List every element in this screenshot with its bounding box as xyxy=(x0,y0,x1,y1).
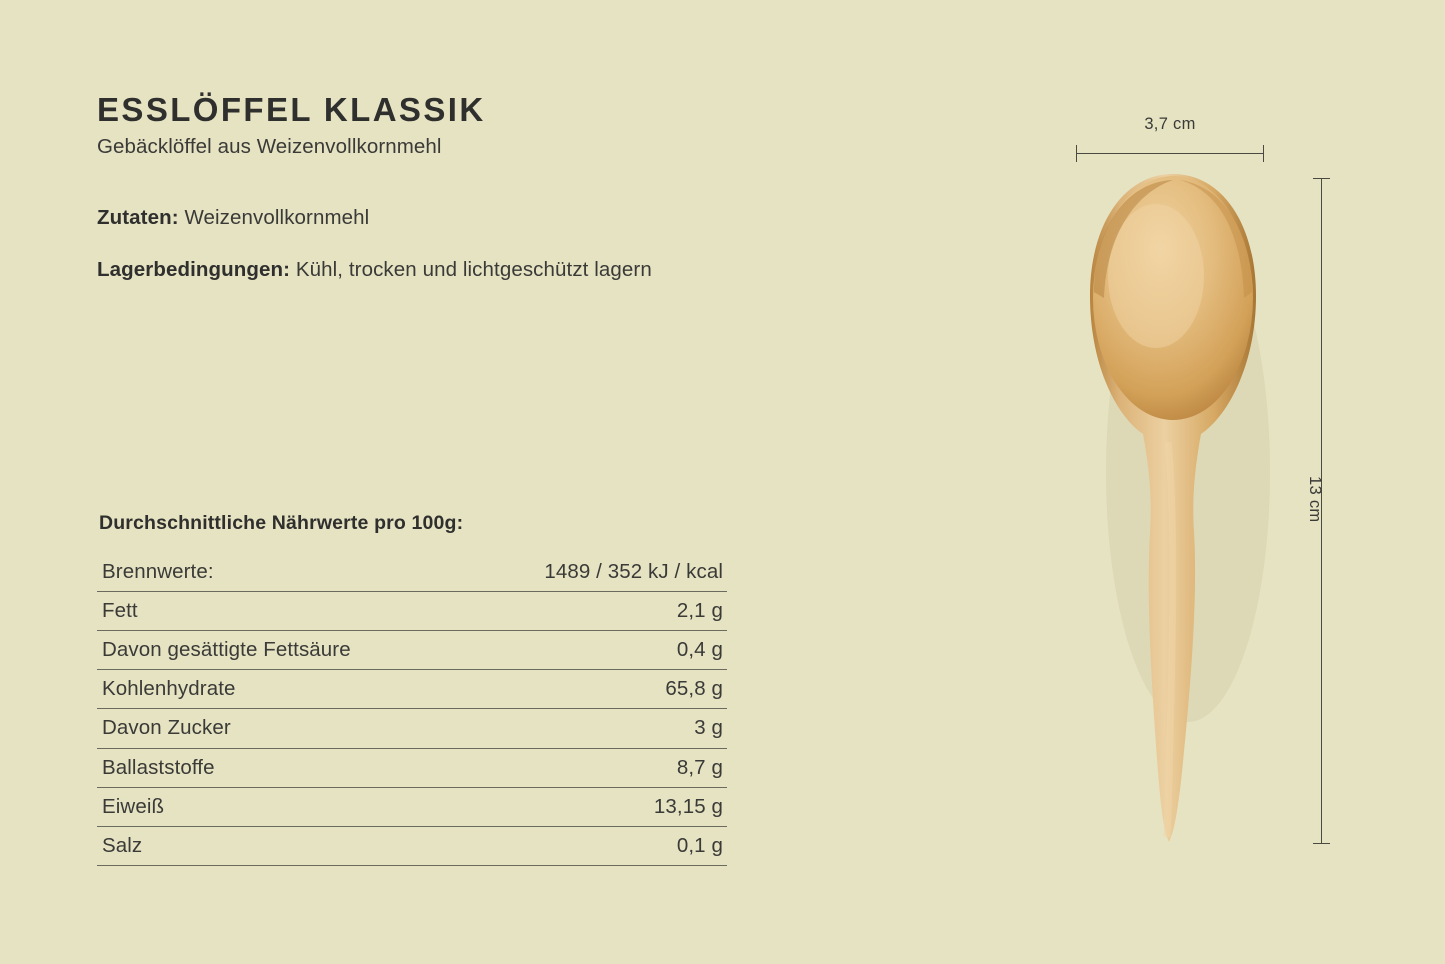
nutrition-label: Eiweiß xyxy=(97,787,461,826)
storage-line xyxy=(97,255,797,286)
measure-end-cap-top xyxy=(1313,178,1330,179)
nutrition-value: 0,4 g xyxy=(461,631,727,670)
nutrition-value: 65,8 g xyxy=(461,670,727,709)
product-header xyxy=(97,92,797,306)
measure-end-cap-left xyxy=(1076,145,1077,162)
width-dimension-label: 3,7 cm xyxy=(1144,115,1196,133)
table-row xyxy=(97,787,727,826)
table-row xyxy=(97,748,727,787)
table-row xyxy=(97,826,727,865)
nutrition-label: Ballaststoffe xyxy=(97,748,461,787)
nutrition-value: 0,1 g xyxy=(461,826,727,865)
storage-value: Kühl, trocken und lichtgeschützt lagern xyxy=(295,257,652,281)
nutrition-value: 2,1 g xyxy=(461,592,727,631)
nutrition-value: 13,15 g xyxy=(461,787,727,826)
ingredients-line xyxy=(97,203,797,234)
height-dimension-label: 13 cm xyxy=(1306,476,1324,523)
page-title: ESSLÖFFEL KLASSIK xyxy=(97,91,486,128)
nutrition-label: Fett xyxy=(97,592,461,631)
table-row xyxy=(97,631,727,670)
width-dimension-line xyxy=(1076,142,1264,164)
table-row xyxy=(97,670,727,709)
nutrition-value: 3 g xyxy=(461,709,727,748)
spoon-highlight xyxy=(1108,204,1204,348)
ingredients-value: Weizenvollkornmehl xyxy=(184,205,370,229)
nutrition-label: Kohlenhydrate xyxy=(97,670,461,709)
nutrition-value: 1489 / 352 kJ / kcal xyxy=(461,553,727,592)
table-row xyxy=(97,709,727,748)
nutrition-label: Brennwerte: xyxy=(97,553,461,592)
product-details xyxy=(97,203,797,286)
nutrition-value: 8,7 g xyxy=(461,748,727,787)
nutrition-section xyxy=(97,512,727,866)
table-row xyxy=(97,592,727,631)
product-subtitle: Gebäcklöffel aus Weizenvollkornmehl xyxy=(97,134,442,158)
spoon-illustration xyxy=(1070,172,1280,852)
spoon-photo xyxy=(1070,172,1280,852)
product-photo-area xyxy=(1020,110,1420,870)
nutrition-table xyxy=(97,553,727,866)
storage-label: Lagerbedingungen: xyxy=(97,257,291,281)
nutrition-label: Davon Zucker xyxy=(97,709,461,748)
nutrition-label: Salz xyxy=(97,826,461,865)
nutrition-table-body xyxy=(97,553,727,865)
ingredients-label: Zutaten: xyxy=(97,205,179,229)
nutrition-heading: Durchschnittliche Nährwerte pro 100g: xyxy=(99,512,464,534)
table-row xyxy=(97,553,727,592)
measure-line xyxy=(1076,153,1264,154)
measure-end-cap-bottom xyxy=(1313,843,1330,844)
nutrition-label: Davon gesättigte Fettsäure xyxy=(97,631,461,670)
measure-end-cap-right xyxy=(1263,145,1264,162)
